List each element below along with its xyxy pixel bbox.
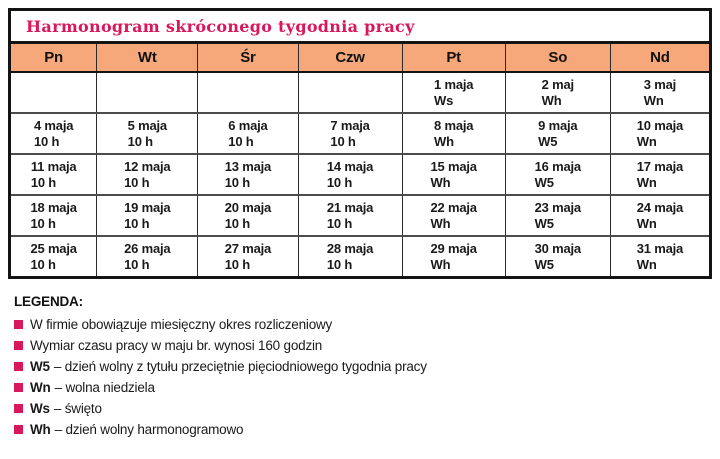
- legend-text: – dzień wolny z tytułu przeciętnie pięciodniowego tygodnia pracy: [53, 359, 427, 374]
- cell-date: 3 maj: [643, 76, 677, 92]
- cell-code: Wh: [434, 133, 454, 149]
- schedule-cell: [299, 196, 403, 235]
- legend-item: [14, 419, 427, 440]
- cell-date: 13 maja: [224, 158, 272, 174]
- schedule-cell: [299, 155, 403, 194]
- cell-code: W5: [538, 133, 558, 149]
- cell-date: 11 maja: [30, 158, 77, 174]
- schedule-cell: [11, 196, 97, 235]
- schedule-table: [8, 8, 712, 279]
- cell-date: 19 maja: [124, 199, 171, 215]
- cell-date: 1 maja: [434, 76, 474, 92]
- legend-code: Wn: [30, 380, 51, 395]
- cell-date: 5 maja: [127, 117, 167, 133]
- cell-code: Wn: [636, 133, 657, 149]
- schedule-cell: [198, 237, 298, 276]
- bullet-square-icon: [14, 341, 23, 350]
- table-row: [11, 112, 709, 153]
- schedule-cell: [506, 114, 611, 153]
- cell-date: 4 maja: [33, 117, 74, 133]
- cell-code: 10 h: [30, 174, 57, 190]
- cell-date: 22 maja: [430, 199, 477, 215]
- schedule-cell: [97, 237, 198, 276]
- legend-text: – dzień wolny harmonogramowo: [54, 422, 244, 437]
- schedule-cell: [506, 196, 611, 235]
- schedule-cell: [403, 155, 506, 194]
- cell-date: 7 maja: [330, 117, 370, 133]
- legend-code: W5: [30, 359, 50, 374]
- cell-code: 10 h: [326, 215, 353, 231]
- cell-date: 18 maja: [30, 199, 77, 215]
- legend-code: Ws: [30, 401, 50, 416]
- cell-date: 21 maja: [326, 199, 374, 215]
- schedule-cell: [11, 73, 97, 112]
- schedule-cell: [403, 237, 506, 276]
- schedule-cell: [403, 114, 506, 153]
- cell-code: 10 h: [326, 174, 353, 190]
- cell-code: 10 h: [224, 256, 250, 272]
- cell-date: 9 maja: [538, 117, 578, 133]
- cell-date: 26 maja: [124, 240, 171, 256]
- cell-date: 15 maja: [430, 158, 477, 174]
- day-header-row: [11, 44, 709, 73]
- cell-code: 10 h: [228, 133, 254, 149]
- schedule-cell: [403, 196, 506, 235]
- day-header-so: So: [506, 44, 611, 71]
- cell-date: 17 maja: [636, 158, 684, 174]
- table-row: [11, 73, 709, 112]
- legend-text: – święto: [53, 401, 102, 416]
- cell-code: Wh: [430, 215, 451, 231]
- legend-text: – wolna niedziela: [54, 380, 155, 395]
- schedule-cell: [299, 237, 403, 276]
- cell-date: 8 maja: [434, 117, 474, 133]
- cell-date: 6 maja: [228, 117, 268, 133]
- schedule-cell: [611, 237, 709, 276]
- bullet-square-icon: [14, 362, 23, 371]
- schedule-cell: [611, 114, 709, 153]
- page-title: Harmonogram skróconego tygodnia pracy: [26, 16, 415, 36]
- cell-date: 23 maja: [534, 199, 581, 215]
- schedule-cell: [97, 196, 198, 235]
- day-header-sr: Śr: [198, 44, 298, 71]
- cell-date: 2 maj: [541, 76, 574, 92]
- cell-code: 10 h: [33, 133, 60, 149]
- cell-date: 29 maja: [430, 240, 477, 256]
- day-header-wt: Wt: [97, 44, 198, 71]
- table-row: [11, 235, 709, 276]
- cell-date: 31 maja: [636, 240, 684, 256]
- legend-text: W firmie obowiązuje miesięczny okres rozliczeniowy: [30, 317, 333, 332]
- cell-code: W5: [534, 256, 554, 272]
- schedule-cell: [97, 73, 198, 112]
- cell-code: Wn: [636, 256, 657, 272]
- cell-code: Wn: [643, 92, 664, 108]
- table-row: [11, 194, 709, 235]
- schedule-cell: [611, 73, 709, 112]
- table-row: [11, 153, 709, 194]
- cell-date: 10 maja: [636, 117, 684, 133]
- cell-code: 10 h: [124, 174, 150, 190]
- schedule-cell: [198, 155, 298, 194]
- cell-code: 10 h: [124, 215, 150, 231]
- cell-code: Wh: [430, 256, 451, 272]
- schedule-cell: [198, 114, 298, 153]
- bullet-square-icon: [14, 404, 23, 413]
- schedule-cell: [97, 155, 198, 194]
- legend-item: [14, 398, 427, 419]
- bullet-square-icon: [14, 425, 23, 434]
- cell-code: 10 h: [224, 215, 250, 231]
- schedule-cell: [611, 196, 709, 235]
- cell-date: 24 maja: [636, 199, 684, 215]
- cell-date: 27 maja: [224, 240, 272, 256]
- cell-date: 30 maja: [534, 240, 581, 256]
- schedule-cell: [11, 237, 97, 276]
- cell-date: 12 maja: [124, 158, 171, 174]
- schedule-cell: [198, 196, 298, 235]
- schedule-cell: [299, 114, 403, 153]
- schedule-cell: [11, 155, 97, 194]
- schedule-cell: [506, 73, 611, 112]
- legend-heading: LEGENDA:: [14, 294, 83, 309]
- cell-code: Wn: [636, 174, 657, 190]
- cell-date: 14 maja: [326, 158, 374, 174]
- schedule-cell: [299, 73, 403, 112]
- legend-code: Wh: [30, 422, 51, 437]
- day-header-pt: Pt: [403, 44, 506, 71]
- schedule-cell: [11, 114, 97, 153]
- cell-code: Wh: [430, 174, 451, 190]
- cell-date: 28 maja: [326, 240, 374, 256]
- legend-item: [14, 377, 427, 398]
- day-header-pn: Pn: [11, 44, 97, 71]
- cell-code: 10 h: [326, 256, 353, 272]
- day-header-czw: Czw: [299, 44, 403, 71]
- cell-code: W5: [534, 174, 554, 190]
- cell-date: 20 maja: [224, 199, 272, 215]
- schedule-cell: [403, 73, 506, 112]
- legend-text: Wymiar czasu pracy w maju br. wynosi 160 godzin: [30, 338, 323, 353]
- schedule-cell: [506, 237, 611, 276]
- schedule-cell: [97, 114, 198, 153]
- cell-code: 10 h: [127, 133, 153, 149]
- legend-item: [14, 314, 427, 335]
- cell-code: 10 h: [224, 174, 250, 190]
- schedule-cell: [198, 73, 298, 112]
- cell-date: 16 maja: [534, 158, 581, 174]
- legend-item: [14, 356, 427, 377]
- cell-code: 10 h: [30, 256, 56, 272]
- cell-code: Wn: [636, 215, 657, 231]
- table-title-row: [11, 11, 709, 44]
- cell-code: 10 h: [124, 256, 150, 272]
- bullet-square-icon: [14, 383, 23, 392]
- day-header-nd: Nd: [611, 44, 709, 71]
- cell-code: Wh: [541, 92, 562, 108]
- cell-code: W5: [534, 215, 554, 231]
- schedule-cell: [611, 155, 709, 194]
- schedule-cell: [506, 155, 611, 194]
- cell-date: 25 maja: [30, 240, 77, 256]
- cell-code: 10 h: [30, 215, 56, 231]
- cell-code: 10 h: [330, 133, 356, 149]
- legend: [14, 294, 427, 440]
- cell-code: Ws: [434, 92, 454, 108]
- legend-item: [14, 335, 427, 356]
- bullet-square-icon: [14, 320, 23, 329]
